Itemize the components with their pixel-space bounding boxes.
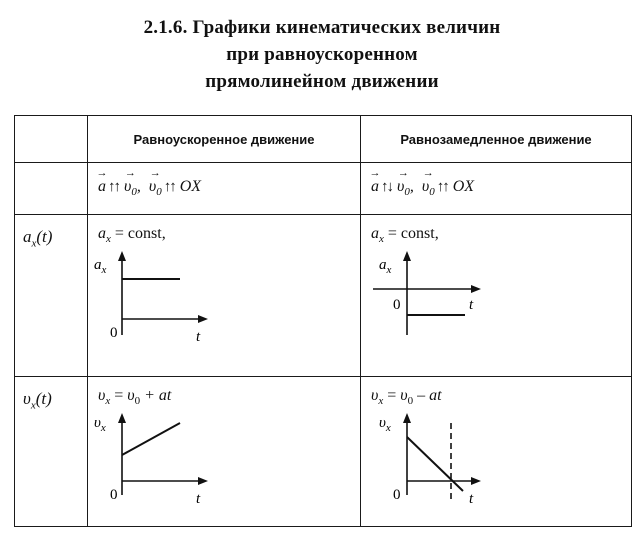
acceleration-row — [15, 215, 632, 377]
x-axis-arrowhead — [471, 477, 481, 485]
vector-v0-second: → $\upsilon_0$ — [149, 178, 162, 198]
graph-acceleration-accelerated — [92, 247, 232, 353]
kinematics-table — [14, 115, 632, 527]
title-line-3: прямолинейном движении — [205, 71, 439, 92]
title-line-1: 2.1.6. Графики кинематических величин — [143, 17, 501, 38]
x-axis-label: t — [196, 329, 201, 346]
cell-acceleration-accelerated — [88, 215, 361, 377]
formula-a-const: $a_x$ = const, — [98, 225, 166, 246]
vector-v0: → $\upsilon_0$ — [397, 178, 410, 198]
axis-label: OX — [452, 178, 475, 196]
codirectional-arrows-axis: ↑↑ — [436, 179, 448, 196]
x-axis-arrowhead — [471, 285, 481, 293]
x-axis-arrowhead — [198, 477, 208, 485]
x-axis-label: t — [196, 491, 201, 508]
page-title — [0, 14, 644, 95]
condition-label-cell — [15, 163, 88, 215]
y-axis-label: $\upsilon_x$ — [379, 415, 391, 435]
cell-velocity-accelerated — [88, 377, 361, 527]
origin-label: 0 — [393, 297, 401, 314]
vector-v0: → $\upsilon_0$ — [124, 178, 137, 198]
origin-label: 0 — [393, 487, 401, 504]
title-line-2: при равноускоренном — [226, 44, 418, 65]
y-axis-label: $a_x$ — [94, 257, 107, 277]
row-label-velocity: $\upsilon_x(t)$ — [15, 377, 88, 527]
vector-a: → a — [371, 178, 379, 196]
formula-velocity-accelerated: $\upsilon_x = \upsilon_0$ + at — [98, 387, 172, 408]
x-axis-label: t — [469, 297, 474, 314]
formula-velocity-decelerated: $\upsilon_x = \upsilon_0$ – at — [371, 387, 442, 408]
formula-a-const: $a_x$ = const, — [371, 225, 439, 246]
origin-label: 0 — [110, 487, 118, 504]
y-axis-arrowhead — [403, 413, 411, 423]
codirectional-arrows-axis: ↑↑ — [163, 179, 175, 196]
header-row — [15, 116, 632, 163]
vector-v0-second: → $\upsilon_0$ — [422, 178, 435, 198]
opposite-arrows: ↑↓ — [381, 179, 392, 196]
velocity-row — [15, 377, 632, 527]
graph-velocity-accelerated — [92, 409, 232, 509]
y-axis-label: $\upsilon_x$ — [94, 415, 106, 435]
y-axis-arrowhead — [403, 251, 411, 261]
condition-decelerated: → a ↑↓→ $\upsilon_0$, → $\upsilon_0$ ↑↑ OX — [361, 163, 632, 215]
axis-label: OX — [179, 178, 202, 196]
graph-line-decreasing — [407, 437, 463, 491]
y-axis-label: $a_x$ — [379, 257, 392, 277]
header-decelerated: Равнозамедленное движение — [361, 116, 632, 163]
y-axis-arrowhead — [118, 413, 126, 423]
graph-velocity-decelerated — [365, 409, 505, 509]
graph-line-increasing — [122, 423, 180, 455]
corner-cell — [15, 116, 88, 163]
x-axis-label: t — [469, 491, 474, 508]
origin-label: 0 — [110, 325, 118, 342]
x-axis-arrowhead — [198, 315, 208, 323]
y-axis-arrowhead — [118, 251, 126, 261]
cell-acceleration-decelerated — [361, 215, 632, 377]
row-label-acceleration: $a_x(t)$ — [15, 215, 88, 377]
condition-accelerated: → a ↑↑→ $\upsilon_0$, → $\upsilon_0$ ↑↑ OX — [88, 163, 361, 215]
header-accelerated: Равноускоренное движение — [88, 116, 361, 163]
vector-a: → a — [98, 178, 106, 196]
cell-velocity-decelerated — [361, 377, 632, 527]
condition-row — [15, 163, 632, 215]
graph-acceleration-decelerated — [365, 247, 505, 353]
codirectional-arrows: ↑↑ — [108, 179, 119, 196]
